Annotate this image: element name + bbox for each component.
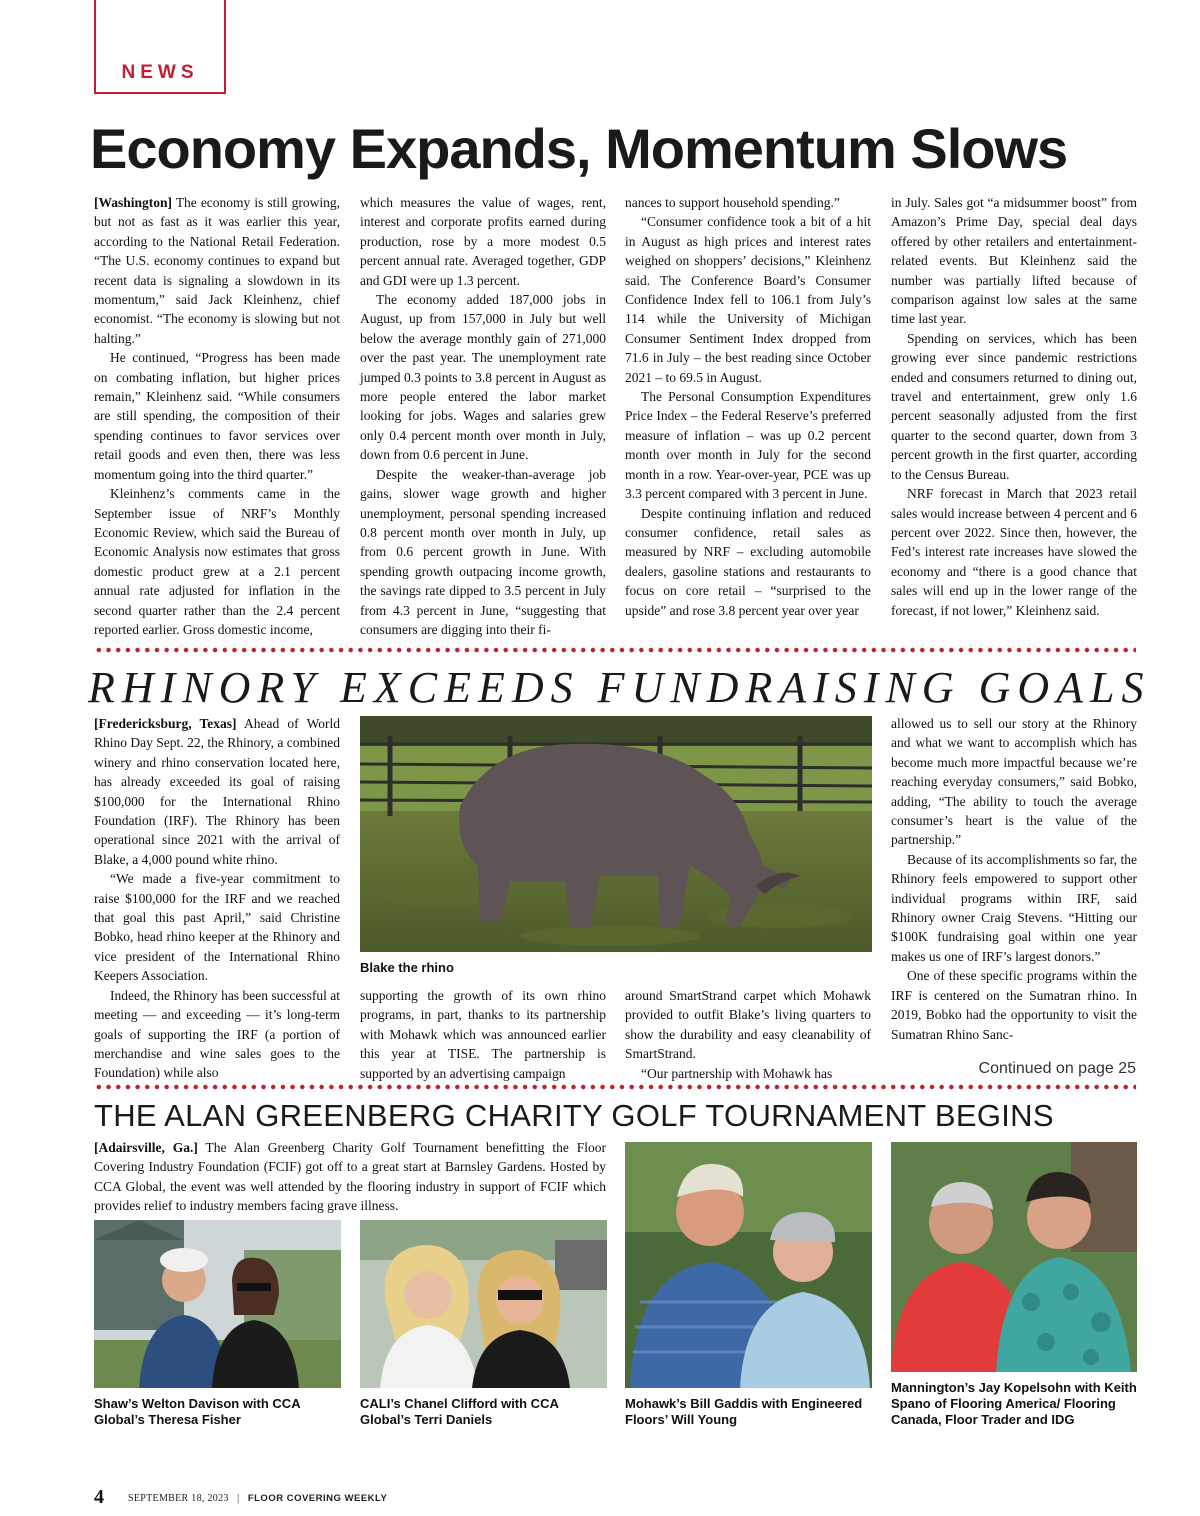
paragraph: around SmartStrand carpet which Mohawk provided to outfit Blake’s living quarters to show the durability and easy cleanability of SmartStrand. [625, 988, 871, 1062]
paragraph: nances to support household spending.” [625, 195, 840, 210]
golf-photo-4 [891, 1142, 1137, 1372]
golf-photo-2-caption: CALI’s Chanel Clifford with CCA Global’s Terri Daniels [360, 1396, 559, 1427]
golf-photo-3 [625, 1142, 872, 1388]
paragraph: “Consumer confidence took a bit of a hit in August as high prices and interest rates weighed on shoppers’ decisions,” Kleinhenz said. The Conference Board’s Consumer Confidence Index fell to 106.1 from July’s 114 while the University of Michigan Consumer Sentiment Index dropped from 71.6 in July – the best reading since October 2021 – to 69.5 in August. [625, 214, 871, 385]
paragraph: One of these specific programs within the IRF is centered on the Sumatran rhino. In 2019, Bobko had the opportunity to visit the Sumatran Rhino Sanc- [891, 968, 1137, 1042]
golf-photo-1-caption: Shaw’s Welton Davison with CCA Global’s Theresa Fisher [94, 1396, 301, 1427]
article-golf-headline: THE ALAN GREENBERG CHARITY GOLF TOURNAMENT BEGINS [94, 1098, 1054, 1133]
article-rhinory-column-1 [94, 714, 340, 1083]
dotted-divider [94, 647, 1136, 653]
rhino-photo [360, 716, 872, 952]
article-economy-headline: Economy Expands, Momentum Slows [90, 117, 1068, 180]
rhino-photo-caption: Blake the rhino [360, 960, 454, 975]
golf-photo-1-image [94, 1220, 341, 1388]
publication-name: FLOOR COVERING WEEKLY [247, 1493, 388, 1504]
golf-photo-4-caption: Mannington’s Jay Kopelsohn with Keith Spano of Flooring America/ Flooring Canada, Floor Trader and IDG [891, 1380, 1137, 1427]
paragraph: Spending on services, which has been growing ever since pandemic restrictions ended and consumers returned to dining out, travel and entertainment, grew only 1.6 percent seasonally adjusted from the first quarter to the second quarter, down from 3 percent growth in the first quarter, according to the Census Bureau. [891, 330, 1137, 482]
paragraph: Despite the weaker-than-average job gains, slower wage growth and higher unemployment, personal spending increased 0.8 percent month over month in July, up from 0.6 percent growth in June. With spending growth outpacing income growth, the savings rate dipped to 3.5 percent in July from 4.3 percent in June, “suggesting that consumers are digging into their fi- [360, 466, 606, 637]
paragraph: “We made a five-year commitment to raise $100,000 for the IRF and we reached that goal this past April,” said Christine Bobko, head rhino keeper at the Rhinory and vice president of the International Rhino Keepers Association. [94, 871, 340, 984]
continued-link[interactable]: Continued on page 25 [978, 1060, 1136, 1077]
article-economy-column-3 [625, 193, 871, 620]
paragraph: The Personal Consumption Expenditures Price Index – the Federal Reserve’s preferred measure of inflation – was up 0.2 percent month over month in July for the second month in a row. Year-over-year, PCE was up 3.3 percent compared with 3 percent in June. [625, 389, 871, 502]
paragraph: Indeed, the Rhinory has been successful at meeting — and exceeding — it’s long-term goals of supporting the IRF (a portion of merchandise and wine sales goes to the Foundation) while also [94, 987, 340, 1081]
section-label: NEWS [121, 62, 199, 83]
golf-photo-2-image [360, 1220, 607, 1388]
golf-photo-2 [360, 1220, 607, 1388]
article-economy-column-4 [891, 193, 1137, 620]
article-golf-body [94, 1138, 606, 1216]
paragraph: He continued, “Progress has been made on combating inflation, but higher prices remain,” Kleinhenz said. “While consumers are still spending, the composition of their spending continues to favor services over retail goods and even then, there was less momentum going into the third quarter.” [94, 350, 340, 482]
paragraph: allowed us to sell our story at the Rhinory and what we want to accomplish which has become much more impactful because we’re reaching everyday consumers,” said Bobko, adding, “The ability to touch the average consumer’s heart is the value of the partnership.” [891, 716, 1137, 848]
paragraph: in July. Sales got “a midsummer boost” from Amazon’s Prime Day, special deal days offered by other retailers and entertainment-related events. But Kleinhenz said the number was partially lifted because of comparison against low sales at the same time last year. [891, 195, 1137, 327]
dotted-divider [94, 1084, 1136, 1090]
golf-photo-1 [94, 1220, 341, 1388]
article-economy-column-1 [94, 193, 340, 639]
page-number: 4 [94, 1486, 104, 1508]
paragraph: Despite continuing inflation and reduced consumer confidence, retail sales as measured by NRF – excluding automobile dealers, gasoline stations and restaurants to focus on core retail – “surprised to the upside” and rose 3.8 percent year over year [625, 505, 871, 618]
footer-line [128, 1493, 387, 1504]
issue-date: SEPTEMBER 18, 2023 [128, 1493, 229, 1504]
paragraph: which measures the value of wages, rent, interest and corporate profits earned during production, rose by a more modest 0.5 percent annual rate. Averaged together, GDP and GDI were up 1.3 percent. [360, 195, 606, 288]
article-rhinory-headline: RHINORY EXCEEDS FUNDRAISING GOALS [88, 663, 1151, 712]
paragraph: [Washington] The economy is still growing, but not as fast as it was earlier this year, according to the National Retail Federation. “The U.S. economy continues to expand but recent data is signaling a slowdown in its momentum,” said Jack Kleinhenz, chief economist. “The economy is slowing but not halting.” [94, 195, 340, 346]
golf-photo-3-caption: Mohawk’s Bill Gaddis with Engineered Floors’ Will Young [625, 1396, 863, 1427]
section-label-box [94, 0, 226, 94]
paragraph: [Fredericksburg, Texas] Ahead of World Rhino Day Sept. 22, the Rhinory, a combined winery and rhino conservation located here, has already exceeded its goal of raising $100,000 for the International Rhino Foundation (IRF). The Rhinory has been operational since 2021 with the arrival of Blake, a 4,000 pound white rhino. [94, 716, 340, 867]
paragraph: “Our partnership with Mohawk has [641, 1065, 833, 1081]
paragraph: NRF forecast in March that 2023 retail sales would increase between 4 percent and 6 percent over 2022. Since then, however, the Fed’s interest rate increases have slowed the economy and “there is a good chance that sales will end up in the lower range of the forecast, if not lower,” Kleinhenz said. [891, 486, 1137, 618]
paragraph: Kleinhenz’s comments came in the September issue of NRF’s Monthly Economic Review, which said the Bureau of Economic Analysis now estimates that gross domestic product grew at a 2.1 percent annual rate adjusted for inflation in the second quarter rather than the 2.4 percent reported earlier. Gross domestic income, [94, 486, 340, 637]
dateline: [Fredericksburg, Texas] [94, 716, 237, 731]
dateline: [Adairsville, Ga.] [94, 1140, 198, 1155]
article-rhinory-column-4 [891, 714, 1137, 1044]
paragraph: [Adairsville, Ga.] The Alan Greenberg Charity Golf Tournament benefitting the Floor Covering Industry Foundation (FCIF) got off to a great start at Barnsley Gardens. Hosted by CCA Global, the event was well attended by the flooring industry in support of FCIF which provides relief to industry members facing grave illness. [94, 1140, 606, 1214]
footer-separator: | [237, 1493, 240, 1504]
rhino-photo-image [360, 716, 872, 952]
golf-photo-4-image [891, 1142, 1137, 1372]
dateline: [Washington] [94, 195, 173, 210]
paragraph: supporting the growth of its own rhino programs, in part, thanks to its partnership with Mohawk which was announced earlier this year at TISE. The partnership is supported by an advertising campaign [360, 988, 606, 1081]
paragraph: The economy added 187,000 jobs in August, up from 157,000 in July but well below the average monthly gain of 271,000 over the past year. The unemployment rate jumped 0.3 points to 3.8 percent in August as more people entered the labor market looking for jobs. Wages and salaries grew only 0.4 percent month over month in July, down from 0.6 percent in June. [360, 292, 606, 463]
golf-photo-3-image [625, 1142, 872, 1388]
article-economy-column-2 [360, 193, 606, 639]
paragraph: Because of its accomplishments so far, the Rhinory feels empowered to support other individual programs within IRF, said Rhinory owner Craig Stevens. “Hitting our $100K fundraising goal within one year makes us one of IRF’s largest donors.” [891, 851, 1137, 964]
article-rhinory-column-3 [625, 986, 871, 1083]
article-rhinory-column-2 [360, 986, 606, 1083]
